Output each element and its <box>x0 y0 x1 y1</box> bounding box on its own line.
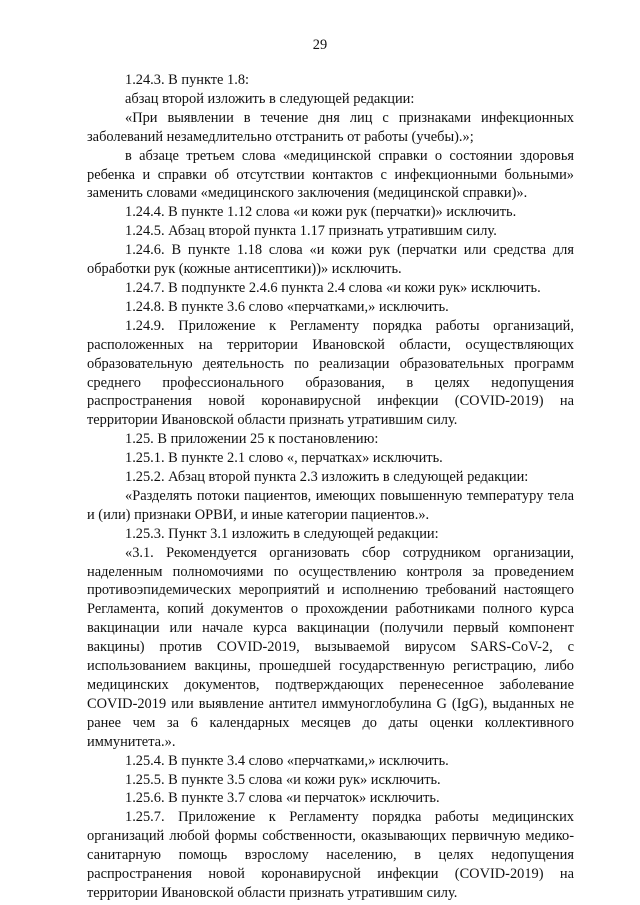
paragraph-1-25-4: 1.25.4. В пункте 3.4 слово «перчатками,» исключить. <box>125 752 449 769</box>
paragraph-abzac-vtoroy: абзац второй изложить в следующей редакции: <box>125 90 415 107</box>
paragraph-1-24-7: 1.24.7. В подпункте 2.4.6 пункта 2.4 слова «и кожи рук» исключить. <box>125 279 541 296</box>
paragraph-1-25-3: 1.25.3. Пункт 3.1 изложить в следующей редакции: <box>125 525 439 542</box>
paragraph-1-24-9: 1.24.9. Приложение к Регламенту порядка работы организаций, расположенных на территории Ивановской области, осуществляющих образовательную деятельность по реализации образовательных программ среднего профессионального образования, в целях недопущения распространения новой коронавирусной инфекции (COVID-2019) на территории Ивановской области признать утратившим силу. <box>87 317 574 429</box>
paragraph-1-24-8: 1.24.8. В пункте 3.6 слово «перчатками,» исключить. <box>125 298 449 315</box>
paragraph-1-25-7: 1.25.7. Приложение к Регламенту порядка работы медицинских организаций любой формы собственности, оказывающих первичную медико-санитарную помощь взрослому населению, в целях недопущения распространения новой коронавирусной инфекции (COVID-2019) на территории Ивановской области признать утратившим силу. <box>87 809 574 901</box>
paragraph-1-24-5: 1.24.5. Абзац второй пункта 1.17 признать утратившим силу. <box>125 223 497 240</box>
paragraph-quote-infection: «При выявлении в течение дня лиц с признаками инфекционных заболеваний незамедлительно отстранить от работы (учебы).»; <box>87 109 574 145</box>
paragraph-quote-patients: «Разделять потоки пациентов, имеющих повышенную температуру тела и (или) признаки ОРВИ, и иные категории пациентов.». <box>87 487 574 523</box>
paragraph-1-24-6: 1.24.6. В пункте 1.18 слова «и кожи рук (перчатки или средства для обработки рук (кожные антисептики))» исключить. <box>87 242 574 278</box>
paragraph-1-25-6: 1.25.6. В пункте 3.7 слова «и перчаток» исключить. <box>125 790 440 807</box>
paragraph-1-25-2: 1.25.2. Абзац второй пункта 2.3 изложить в следующей редакции: <box>125 469 529 486</box>
paragraph-1-24-3: 1.24.3. В пункте 1.8: <box>125 72 250 88</box>
paragraph-1-25-1: 1.25.1. В пункте 2.1 слово «, перчатках» исключить. <box>125 450 443 467</box>
paragraph-quote-3-1: «3.1. Рекомендуется организовать сбор сотрудником организации, наделенным полномочиями по осуществлению контроля за проведением противоэпидемических мероприятий и исполнению требований настоящего Регламента, копий документов о прохождении работниками полного курса вакцинации или начале курса вакцинации (получили первый компонент вакцины) против COVID-2019, вызываемой вирусом SARS-CoV-2, с использованием вакцины, прошедшей государственную регистрацию, либо медицинских документов, подтверждающих перенесенное заболевание COVID-2019 или выявление антител иммуноглобулина G (IgG), выданных не ранее чем за 6 календарных месяцев до даты оценки коллективного иммунитета.». <box>87 544 574 750</box>
paragraph-1-25: 1.25. В приложении 25 к постановлению: <box>125 431 379 448</box>
paragraph-abzac-tretiy: в абзаце третьем слова «медицинской справки о состоянии здоровья ребенка и справки об отсутствии контактов с инфекционными больными» заменить словами «медицинского заключения (медицинской справки)». <box>87 147 574 202</box>
paragraph-1-24-4: 1.24.4. В пункте 1.12 слова «и кожи рук (перчатки)» исключить. <box>125 204 517 221</box>
page-number: 29 <box>312 37 328 53</box>
document-body <box>87 71 574 903</box>
paragraph-1-25-5: 1.25.5. В пункте 3.5 слова «и кожи рук» исключить. <box>125 771 441 788</box>
